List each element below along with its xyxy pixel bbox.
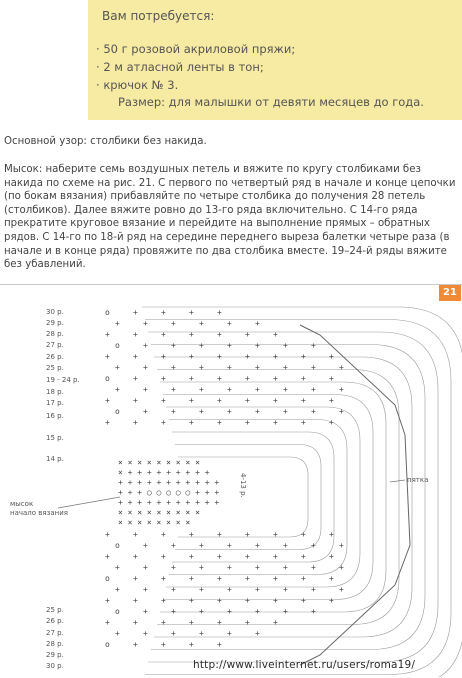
stitch-mark: + xyxy=(227,607,232,616)
stitch-mark: + xyxy=(217,530,222,539)
row-label: 29 р. xyxy=(46,319,64,327)
stitch-mark: + xyxy=(171,629,176,638)
stitch-mark: + xyxy=(245,330,250,339)
stitch-mark: + xyxy=(161,308,166,317)
size-note: Размер: для малышки от девяти месяцев до года. xyxy=(118,95,424,109)
materials-item: · 2 м атласной ленты в тон; xyxy=(96,58,295,76)
stitch-mark: + xyxy=(217,574,222,583)
stitch-mark: + xyxy=(133,308,138,317)
stitch-mark: + xyxy=(199,407,204,416)
stitch-mark: + xyxy=(189,418,194,427)
stitch-mark: + xyxy=(171,363,176,372)
stitch-mark: + xyxy=(245,530,250,539)
stitch-mark: + xyxy=(199,385,204,394)
stitch-mark: + xyxy=(143,585,148,594)
stitch-mark: + xyxy=(301,418,306,427)
stitch-mark: + xyxy=(245,618,250,627)
stitch-mark: + xyxy=(273,374,278,383)
stitch-mark: + xyxy=(283,407,288,416)
stitch-mark: + xyxy=(161,374,166,383)
stitch-mark: + xyxy=(115,629,120,638)
stitch-mark: + xyxy=(105,530,110,539)
stitch-mark: + xyxy=(189,330,194,339)
stitch-mark: + xyxy=(189,596,194,605)
stitch-mark: + xyxy=(329,374,334,383)
stitch-mark: + xyxy=(161,396,166,405)
stitch-mark: + xyxy=(255,585,260,594)
stitch-mark: + xyxy=(105,352,110,361)
stitch-mark: + xyxy=(255,319,260,328)
materials-item: · 50 г розовой акриловой пряжи; xyxy=(96,40,295,58)
stitch-mark: + xyxy=(255,607,260,616)
crochet-chart xyxy=(0,285,462,677)
stitch-mark: + xyxy=(115,319,120,328)
center-rows-label: 4-13 р. xyxy=(239,473,247,498)
stitch-mark: + xyxy=(199,607,204,616)
chart-annotations xyxy=(10,473,428,517)
stitch-mark: o xyxy=(115,607,120,616)
stitch-mark: + xyxy=(115,563,120,572)
stitch-mark: + xyxy=(339,407,344,416)
row-label: 29 р. xyxy=(46,651,64,659)
stitch-mark: + xyxy=(133,552,138,561)
stitch-mark: + xyxy=(217,396,222,405)
stitch-mark: + xyxy=(311,563,316,572)
stitch-mark: + xyxy=(133,374,138,383)
stitch-mark: + xyxy=(339,585,344,594)
stitch-mark: + xyxy=(133,352,138,361)
stitch-mark: + xyxy=(255,341,260,350)
stitch-mark: + xyxy=(161,640,166,649)
row-arc xyxy=(169,420,347,575)
stitch-mark: + xyxy=(217,352,222,361)
stitch-mark: + xyxy=(143,363,148,372)
stitch-mark: + xyxy=(227,563,232,572)
stitch-mark: + xyxy=(245,374,250,383)
stitch-mark: + xyxy=(273,330,278,339)
stitch-mark: + xyxy=(161,330,166,339)
row-label: 28 р. xyxy=(46,330,64,338)
materials-item: · крючок № 3. xyxy=(96,76,295,94)
stitch-mark: + xyxy=(133,596,138,605)
row-label: 19 - 24 р. xyxy=(46,376,80,384)
stitch-mark: + xyxy=(189,530,194,539)
stitch-mark: + xyxy=(115,363,120,372)
stitch-mark: + xyxy=(171,585,176,594)
stitch-mark: + xyxy=(227,407,232,416)
row-label: 30 р. xyxy=(46,308,64,316)
row-label: 15 р. xyxy=(46,434,64,442)
stitch-mark: + xyxy=(161,530,166,539)
stitch-mark: o xyxy=(115,541,120,550)
stitch-mark: + xyxy=(311,341,316,350)
stitch-mark: + xyxy=(217,618,222,627)
stitch-mark: + xyxy=(133,418,138,427)
stitch-mark: + xyxy=(329,418,334,427)
stitch-mark: + xyxy=(301,596,306,605)
instructions-paragraph: Мысок: наберите семь воздушных петель и вяжите по кругу столбиками без накида по схеме на рис. 21. С первого по четвертый ряд в начале и конце цепочки (по бокам вязания) прибавляйте по четыре столбика до получения 28 петель (столбиков). Далее вяжите ровно до 13-го ряда включительно. С 14-го ряда прекратите круговое вязание и перейдите на выполнение прямых – обратных рядов. С 14-го по 18-й ряд на середине переднего выреза балетки четыре раза (в начале и в конце ряда) провяжите по два столбика вместе. 19–24-й ряды вяжите без убавлений. xyxy=(4,164,456,271)
stitch-mark: o xyxy=(105,574,110,583)
stitch-mark: + xyxy=(105,396,110,405)
stitch-mark: + xyxy=(283,341,288,350)
stitch-mark: + xyxy=(161,596,166,605)
stitch-mark: + xyxy=(255,407,260,416)
stitch-mark: + xyxy=(189,574,194,583)
stitch-mark: + xyxy=(161,574,166,583)
stitch-mark: + xyxy=(171,607,176,616)
stitch-mark: + xyxy=(133,530,138,539)
stitch-mark: + xyxy=(339,563,344,572)
stitch-mark: + xyxy=(143,407,148,416)
stitch-mark: + xyxy=(217,308,222,317)
stitch-mark: + xyxy=(255,385,260,394)
stitch-mark: + xyxy=(189,374,194,383)
stitch-mark: + xyxy=(199,341,204,350)
stitch-mark: + xyxy=(301,396,306,405)
toe-label: мысок xyxy=(10,500,34,508)
stitch-mark: + xyxy=(329,574,334,583)
stitch-mark: + xyxy=(329,530,334,539)
page-number: 21 xyxy=(439,285,461,301)
stitch-mark: + xyxy=(133,396,138,405)
row-label: 16 р. xyxy=(46,412,64,420)
stitch-mark: + xyxy=(311,407,316,416)
stitch-mark: + xyxy=(245,596,250,605)
materials-list xyxy=(96,40,295,94)
watermark: http://www.liveinternet.ru/users/roma19/ xyxy=(193,659,416,671)
stitch-mark: + xyxy=(301,530,306,539)
stitch-mark: + xyxy=(311,541,316,550)
stitch-mark: + xyxy=(311,363,316,372)
stitch-mark: + xyxy=(189,396,194,405)
row-arc xyxy=(157,370,399,625)
stitch-mark: + xyxy=(161,552,166,561)
stitch-mark: + xyxy=(273,352,278,361)
stitch-mark: + xyxy=(143,563,148,572)
stitch-mark: + xyxy=(227,629,232,638)
stitch-row: × × × × × × × × xyxy=(118,518,191,527)
row-label: 25 р. xyxy=(46,364,64,372)
stitch-mark: + xyxy=(227,319,232,328)
pattern-label: Основной узор: столбики без накида. xyxy=(4,136,207,147)
stitch-mark: + xyxy=(255,629,260,638)
stitch-mark: + xyxy=(301,574,306,583)
stitch-mark: + xyxy=(329,552,334,561)
row-label: 26 р. xyxy=(46,617,64,625)
stitch-mark: + xyxy=(133,640,138,649)
stitch-mark: + xyxy=(301,374,306,383)
stitch-mark: + xyxy=(283,385,288,394)
stitch-mark: + xyxy=(283,607,288,616)
stitch-mark: + xyxy=(189,308,194,317)
stitch-row: × × × × × × × × × xyxy=(118,458,200,467)
toe-pointer-line xyxy=(58,497,120,508)
stitch-mark: + xyxy=(133,574,138,583)
row-label: 28 р. xyxy=(46,640,64,648)
stitch-mark: + xyxy=(245,552,250,561)
stitch-mark: + xyxy=(115,585,120,594)
stitch-row: × × × × × × × × × xyxy=(118,508,200,517)
stitch-mark: + xyxy=(255,563,260,572)
stitch-mark: + xyxy=(105,330,110,339)
row-arc xyxy=(172,432,334,562)
stitch-mark: + xyxy=(105,552,110,561)
stitch-mark: + xyxy=(133,618,138,627)
stitch-mark: + xyxy=(339,541,344,550)
toe-start-label: начало вязания xyxy=(10,509,68,517)
stitch-mark: + xyxy=(161,352,166,361)
stitch-mark: + xyxy=(245,396,250,405)
stitch-row: + + + + + + + + + + + xyxy=(118,498,220,507)
stitch-mark: + xyxy=(301,552,306,561)
stitch-mark: + xyxy=(189,352,194,361)
stitch-mark: + xyxy=(171,385,176,394)
stitch-mark: + xyxy=(273,618,278,627)
stitch-mark: + xyxy=(217,330,222,339)
stitch-mark: + xyxy=(199,541,204,550)
stitch-mark: + xyxy=(245,352,250,361)
row-label: 25 р. xyxy=(46,606,64,614)
stitch-mark: + xyxy=(217,596,222,605)
row-label: 27 р. xyxy=(46,629,64,637)
heel-pointer-line xyxy=(390,480,405,482)
stitch-mark: + xyxy=(273,552,278,561)
stitch-mark: + xyxy=(143,319,148,328)
stitch-mark: + xyxy=(143,541,148,550)
stitch-mark: + xyxy=(199,363,204,372)
stitch-mark: + xyxy=(339,385,344,394)
stitch-mark: + xyxy=(199,319,204,328)
stitch-mark: + xyxy=(283,541,288,550)
stitch-mark: + xyxy=(171,407,176,416)
stitch-mark: o xyxy=(115,407,120,416)
stitch-mark: + xyxy=(189,640,194,649)
stitch-mark: + xyxy=(143,385,148,394)
stitch-mark: + xyxy=(227,385,232,394)
stitch-mark: + xyxy=(273,418,278,427)
stitch-mark: + xyxy=(329,596,334,605)
stitch-mark: + xyxy=(273,396,278,405)
stitch-mark: + xyxy=(227,341,232,350)
stitch-mark: + xyxy=(171,319,176,328)
stitch-mark: + xyxy=(255,541,260,550)
stitch-mark: + xyxy=(283,563,288,572)
stitch-mark: + xyxy=(143,607,148,616)
stitch-mark: + xyxy=(227,541,232,550)
stitch-mark: + xyxy=(311,385,316,394)
stitch-mark: + xyxy=(339,363,344,372)
heel-outline xyxy=(300,325,410,665)
row-labels xyxy=(46,308,80,670)
materials-title: Вам потребуется: xyxy=(102,9,215,23)
stitch-mark: + xyxy=(245,574,250,583)
stitch-mark: + xyxy=(301,352,306,361)
row-label: 17 р. xyxy=(46,399,64,407)
stitch-mark: + xyxy=(105,418,110,427)
stitch-mark: + xyxy=(311,607,316,616)
stitch-mark: + xyxy=(273,530,278,539)
stitch-mark: + xyxy=(199,629,204,638)
stitch-mark: + xyxy=(171,341,176,350)
stitch-mark: + xyxy=(255,363,260,372)
stitch-mark: + xyxy=(283,585,288,594)
stitch-mark: + xyxy=(199,563,204,572)
stitch-row: + + + ○ ○ ○ ○ ○ + + + xyxy=(118,488,220,497)
stitch-row: × + + + + + + + + + xyxy=(118,468,210,477)
stitch-mark: + xyxy=(115,385,120,394)
row-label: 26 р. xyxy=(46,353,64,361)
heel-label: пятка xyxy=(407,476,429,484)
stitch-mark: o xyxy=(105,308,110,317)
stitch-mark: + xyxy=(283,363,288,372)
stitch-mark: o xyxy=(115,341,120,350)
stitch-mark: + xyxy=(217,418,222,427)
stitch-mark: + xyxy=(217,374,222,383)
stitch-mark: + xyxy=(227,585,232,594)
row-label: 30 р. xyxy=(46,662,64,670)
stitch-mark: + xyxy=(227,363,232,372)
stitch-mark: + xyxy=(143,341,148,350)
stitch-mark: + xyxy=(105,596,110,605)
stitch-mark: + xyxy=(133,330,138,339)
stitch-mark: + xyxy=(273,574,278,583)
stitch-mark: + xyxy=(189,618,194,627)
stitch-mark: + xyxy=(143,629,148,638)
stitch-mark: + xyxy=(217,552,222,561)
stitch-mark: + xyxy=(105,618,110,627)
stitch-mark: + xyxy=(217,640,222,649)
row-label: 18 р. xyxy=(46,388,64,396)
stitch-mark: + xyxy=(189,552,194,561)
stitch-mark: + xyxy=(161,618,166,627)
stitch-mark: + xyxy=(273,596,278,605)
stitch-mark: + xyxy=(329,396,334,405)
stitch-mark: o xyxy=(105,640,110,649)
stitch-mark: + xyxy=(171,541,176,550)
stitch-mark: o xyxy=(105,374,110,383)
materials-box xyxy=(88,0,462,120)
row-label: 27 р. xyxy=(46,341,64,349)
stitch-mark: + xyxy=(161,418,166,427)
stitch-mark: + xyxy=(245,418,250,427)
stitch-mark: + xyxy=(311,585,316,594)
stitch-row: + + + + + + + + + + + xyxy=(118,478,220,487)
stitch-mark: + xyxy=(171,563,176,572)
stitch-mark: + xyxy=(199,585,204,594)
stitch-mark: + xyxy=(329,352,334,361)
row-label: 14 р. xyxy=(46,455,64,463)
